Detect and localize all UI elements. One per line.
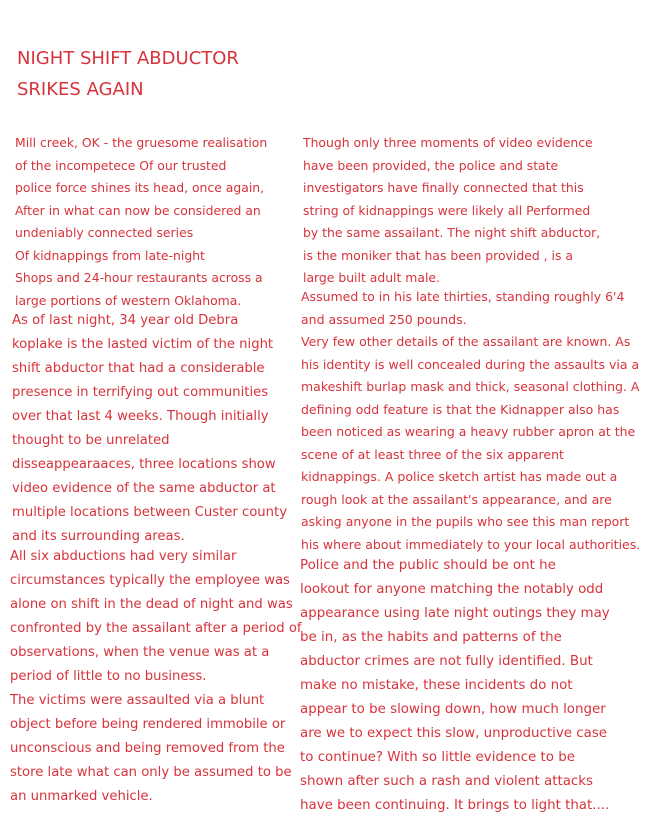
text-line: Mill creek, OK - the gruesome realisation xyxy=(15,135,268,150)
text-line: and its surrounding areas. xyxy=(12,529,185,544)
text-line: large portions of western Oklahoma. xyxy=(15,292,242,308)
text-line: store late what can only be assumed to be xyxy=(10,765,292,780)
headline xyxy=(17,43,239,105)
text-line: and assumed 250 pounds. xyxy=(301,311,467,327)
text-line: large built adult male. xyxy=(303,270,440,285)
text-line: video evidence of the same abductor at xyxy=(12,481,276,496)
text-line: been noticed as wearing a heavy rubber apron at the xyxy=(301,424,636,439)
right-paragraph-1 xyxy=(303,132,600,290)
text-line: shift abductor that had a considerable xyxy=(12,361,265,376)
headline-line: NIGHT SHIFT ABDUCTOR xyxy=(17,48,239,69)
text-line: disseappearaaces, three locations show xyxy=(12,457,276,472)
text-line: abductor crimes are not fully identified. But xyxy=(300,654,593,669)
text-line: thought to be unrelated xyxy=(12,433,170,448)
text-line: shown after such a rash and violent attacks xyxy=(300,774,593,789)
text-line: lookout for anyone matching the notably odd xyxy=(300,582,604,597)
headline-line: SRIKES AGAIN xyxy=(17,79,144,100)
text-line: The victims were assaulted via a blunt xyxy=(10,693,265,708)
left-paragraph-3 xyxy=(10,545,302,809)
text-line: asking anyone in the pupils who see this man report xyxy=(301,514,630,529)
text-line: confronted by the assailant after a period of xyxy=(10,621,302,636)
text-line: Very few other details of the assailant are known. As xyxy=(301,334,631,349)
text-line: circumstances typically the employee was xyxy=(10,573,290,588)
text-line: koplake is the lasted victim of the night xyxy=(12,337,274,352)
text-line: period of little to no business. xyxy=(10,669,207,684)
text-line: observations, when the venue was at a xyxy=(10,645,270,660)
text-line: Assumed to in his late thirties, standing roughly 6'4 xyxy=(301,289,625,304)
text-line: As of last night, 34 year old Debra xyxy=(12,313,239,328)
text-line: unconscious and being removed from the xyxy=(10,741,285,756)
text-line: string of kidnappings were likely all Performed xyxy=(303,202,591,218)
text-line: undeniably connected series xyxy=(15,225,194,240)
text-line: presence in terrifying out communities xyxy=(12,385,269,400)
text-line: Of kidnappings from late-night xyxy=(15,247,205,263)
text-line: appearance using late night outings they may xyxy=(300,606,610,621)
left-paragraph-1 xyxy=(15,132,267,312)
text-line: rough look at the assailant's appearance, and are xyxy=(301,491,612,507)
right-paragraph-3 xyxy=(300,554,610,818)
text-line: defining odd feature is that the Kidnapper also has xyxy=(301,401,620,417)
text-line: All six abductions had very similar xyxy=(10,549,237,564)
text-line: Police and the public should be ont he xyxy=(300,558,556,573)
text-line: kidnappings. A police sketch artist has made out a xyxy=(301,469,618,484)
text-line: of the incompetece Of our trusted xyxy=(15,157,227,173)
text-line: are we to expect this slow, unproductive case xyxy=(300,726,608,741)
text-line: multiple locations between Custer county xyxy=(12,505,287,520)
text-line: scene of at least three of the six apparent xyxy=(301,446,564,462)
text-line: make no mistake, these incidents do not xyxy=(300,678,573,693)
text-line: After in what can now be considered an xyxy=(15,202,261,218)
text-line: his identity is well concealed during the assaults via a xyxy=(301,356,640,372)
text-line: Shops and 24-hour restaurants across a xyxy=(15,270,263,285)
text-line: is the moniker that has been provided , is a xyxy=(303,247,573,263)
text-line: appear to be slowing down, how much longer xyxy=(300,702,606,717)
text-line: have been provided, the police and state xyxy=(303,157,559,173)
text-line: over that last 4 weeks. Though initially xyxy=(12,409,269,424)
text-line: investigators have finally connected that this xyxy=(303,180,584,195)
text-line: alone on shift in the dead of night and was xyxy=(10,597,293,612)
text-line: have been continuing. It brings to light that.... xyxy=(300,798,610,813)
text-line: police force shines its head, once again, xyxy=(15,180,265,195)
text-line: by the same assailant. The night shift abductor, xyxy=(303,225,601,240)
text-line: to continue? With so little evidence to be xyxy=(300,750,575,765)
text-line: his where about immediately to your local authorities. xyxy=(301,536,641,552)
text-line: be in, as the habits and patterns of the xyxy=(300,630,562,645)
text-line: an unmarked vehicle. xyxy=(10,789,153,804)
text-line: object before being rendered immobile or xyxy=(10,717,286,732)
text-line: Though only three moments of video evidence xyxy=(303,135,593,150)
left-paragraph-2 xyxy=(12,309,287,549)
text-line: makeshift burlap mask and thick, seasonal clothing. A xyxy=(301,379,640,394)
right-paragraph-2 xyxy=(301,286,640,556)
